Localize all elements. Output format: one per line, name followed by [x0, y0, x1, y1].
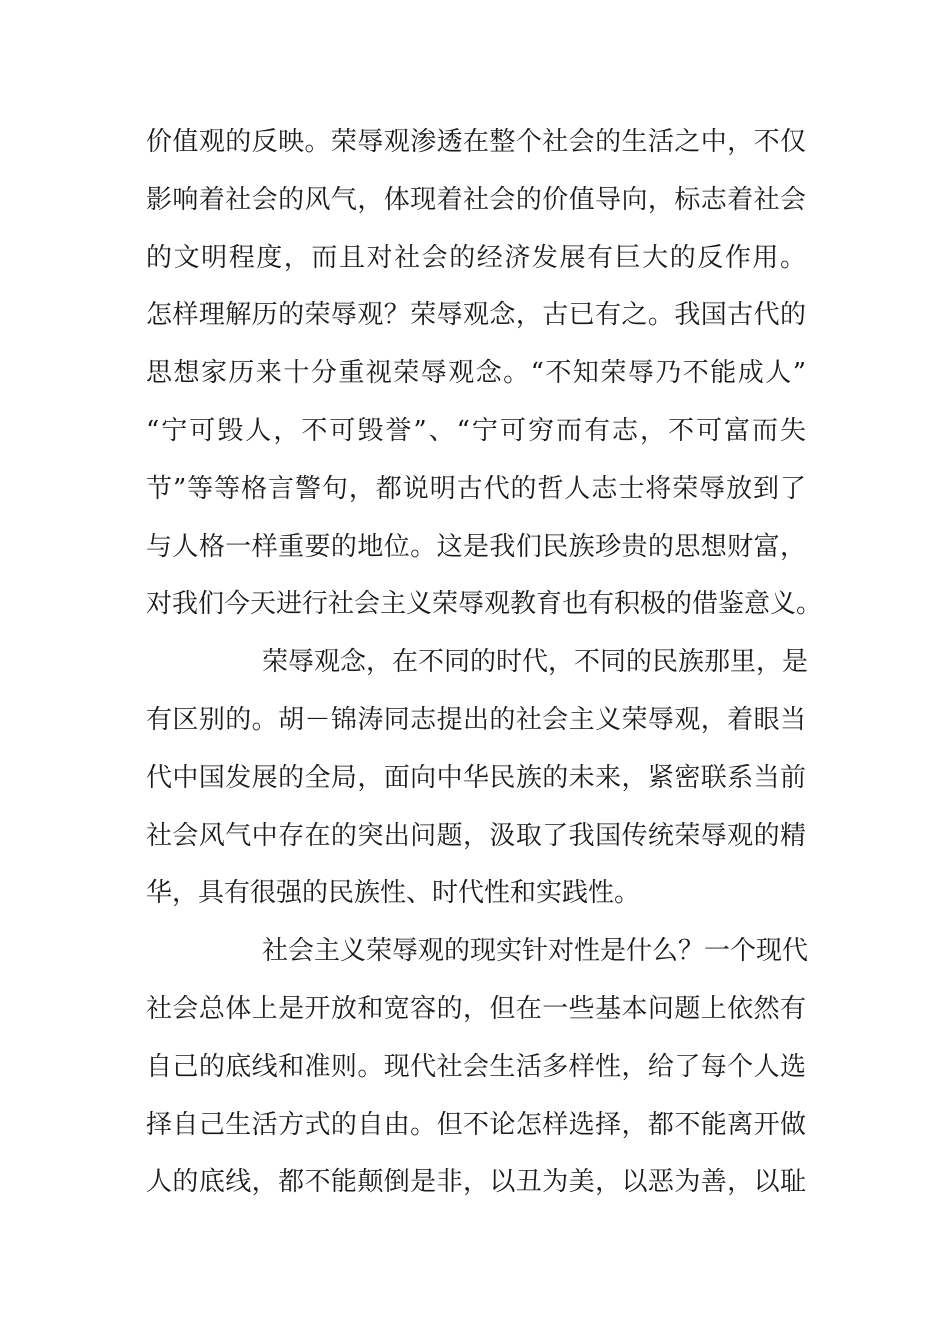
- text-line: “宁可毁人，不可毁誉”、“宁可穷而有志，不可富而失: [146, 415, 806, 446]
- text-line: 代中国发展的全局，面向中华民族的未来，紧密联系当前: [146, 762, 806, 793]
- text-line: 价值观的反映。荣辱观渗透在整个社会的生活之中，不仅: [146, 127, 806, 157]
- text-line: 怎样理解历的荣辱观？荣辱观念，古已有之。我国古代的: [146, 300, 806, 331]
- body-text: [146, 114, 823, 1212]
- text-line: 与人格一样重要的地位。这是我们民族珍贵的思想财富，: [146, 531, 806, 562]
- paragraph-end-line: 华，具有很强的民族性、时代性和实践性。: [146, 878, 641, 909]
- text-line: 人的底线，都不能颠倒是非，以丑为美，以恶为善，以耻: [146, 1167, 806, 1198]
- text-line: 影响着社会的风气，体现着社会的价值导向，标志着社会: [146, 184, 806, 215]
- text-line: 节”等等格言警句，都说明古代的哲人志士将荣辱放到了: [146, 473, 806, 504]
- paragraph-start-line: 荣辱观念，在不同的时代，不同的民族那里，是: [262, 647, 809, 678]
- paragraph-start-line: 社会主义荣辱观的现实针对性是什么？一个现代: [262, 936, 809, 967]
- text-line: 自己的底线和准则。现代社会生活多样性，给了每个人选: [146, 1051, 806, 1082]
- text-line: 社会风气中存在的突出问题，汲取了我国传统荣辱观的精: [146, 820, 806, 851]
- text-line: 的文明程度，而且对社会的经济发展有巨大的反作用。: [146, 242, 806, 273]
- text-line: 思想家历来十分重视荣辱观念。“不知荣辱乃不能成人”: [146, 358, 806, 389]
- text-line: 有区别的。胡－锦涛同志提出的社会主义荣辱观，着眼当: [146, 704, 806, 735]
- text-line: 择自己生活方式的自由。但不论怎样选择，都不能离开做: [146, 1109, 806, 1140]
- text-line: 社会总体上是开放和宽容的，但在一些基本问题上依然有: [146, 993, 806, 1024]
- text-line: 对我们今天进行社会主义荣辱观教育也有积极的借鉴意义。: [146, 589, 823, 620]
